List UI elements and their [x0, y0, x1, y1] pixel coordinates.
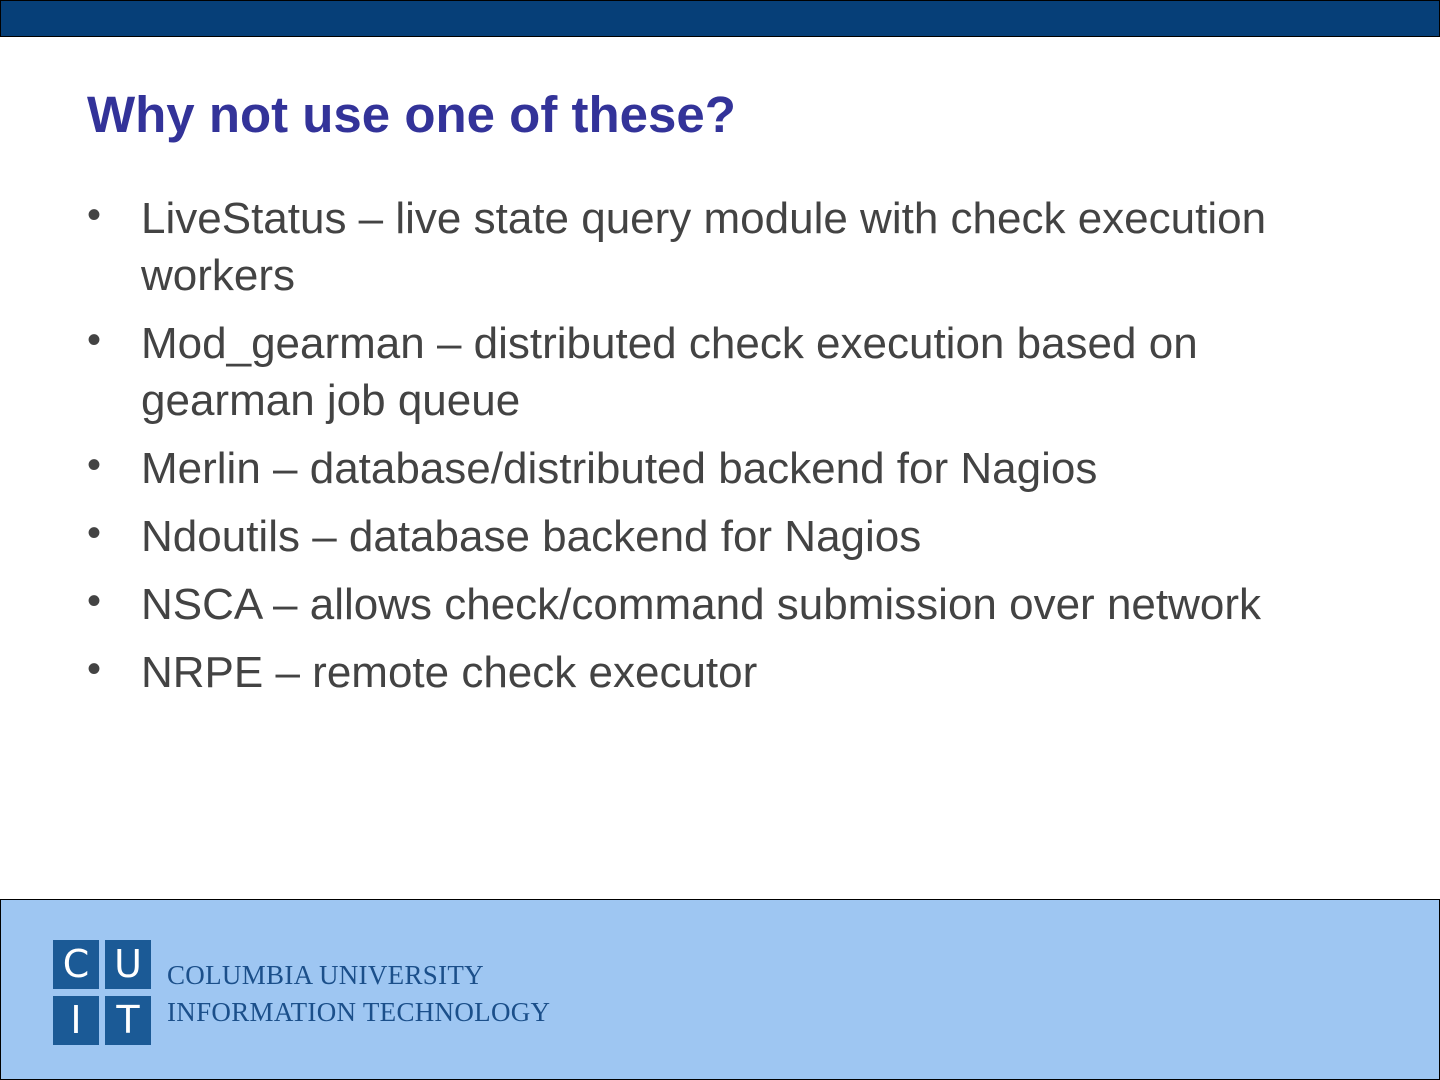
bullet-icon: • — [87, 443, 102, 487]
bullet-text: Mod_gearman – distributed check execution based on gearman job queue — [141, 319, 1198, 425]
bullet-text: NSCA – allows check/command submission over network — [141, 580, 1262, 629]
cuit-logo — [53, 940, 593, 1046]
logo-text-it: INFORMATION TECHNOLOGY — [167, 997, 551, 1027]
bullet-text: Ndoutils – database backend for Nagios — [141, 512, 922, 561]
bullet-item-nrpe — [87, 644, 1327, 701]
bullet-item-nsca — [87, 576, 1327, 633]
logo-letter-i: I — [53, 996, 99, 1045]
bullet-text: LiveStatus – live state query module with check execution workers — [141, 194, 1267, 300]
bullet-icon: • — [87, 511, 102, 555]
logo-letter-t: T — [105, 996, 151, 1045]
top-header-bar — [0, 0, 1440, 37]
logo-letter-c: C — [53, 940, 99, 989]
logo-letter-u: U — [105, 940, 151, 989]
slide-title: Why not use one of these? — [87, 86, 736, 143]
bullet-text: Merlin – database/distributed backend for Nagios — [141, 444, 1098, 493]
footer-band — [0, 899, 1440, 1080]
bullet-item-livestatus — [87, 190, 1327, 304]
bullet-item-mod-gearman — [87, 315, 1327, 429]
bullet-text: NRPE – remote check executor — [141, 648, 758, 697]
cuit-logo-mark-icon — [53, 940, 153, 1046]
bullet-list — [87, 190, 1327, 712]
bullet-icon: • — [87, 193, 102, 237]
bullet-icon: • — [87, 579, 102, 623]
bullet-item-merlin — [87, 440, 1327, 497]
bullet-item-ndoutils — [87, 508, 1327, 565]
bullet-icon: • — [87, 318, 102, 362]
logo-text-university: COLUMBIA UNIVERSITY — [167, 960, 484, 990]
bullet-icon: • — [87, 647, 102, 691]
